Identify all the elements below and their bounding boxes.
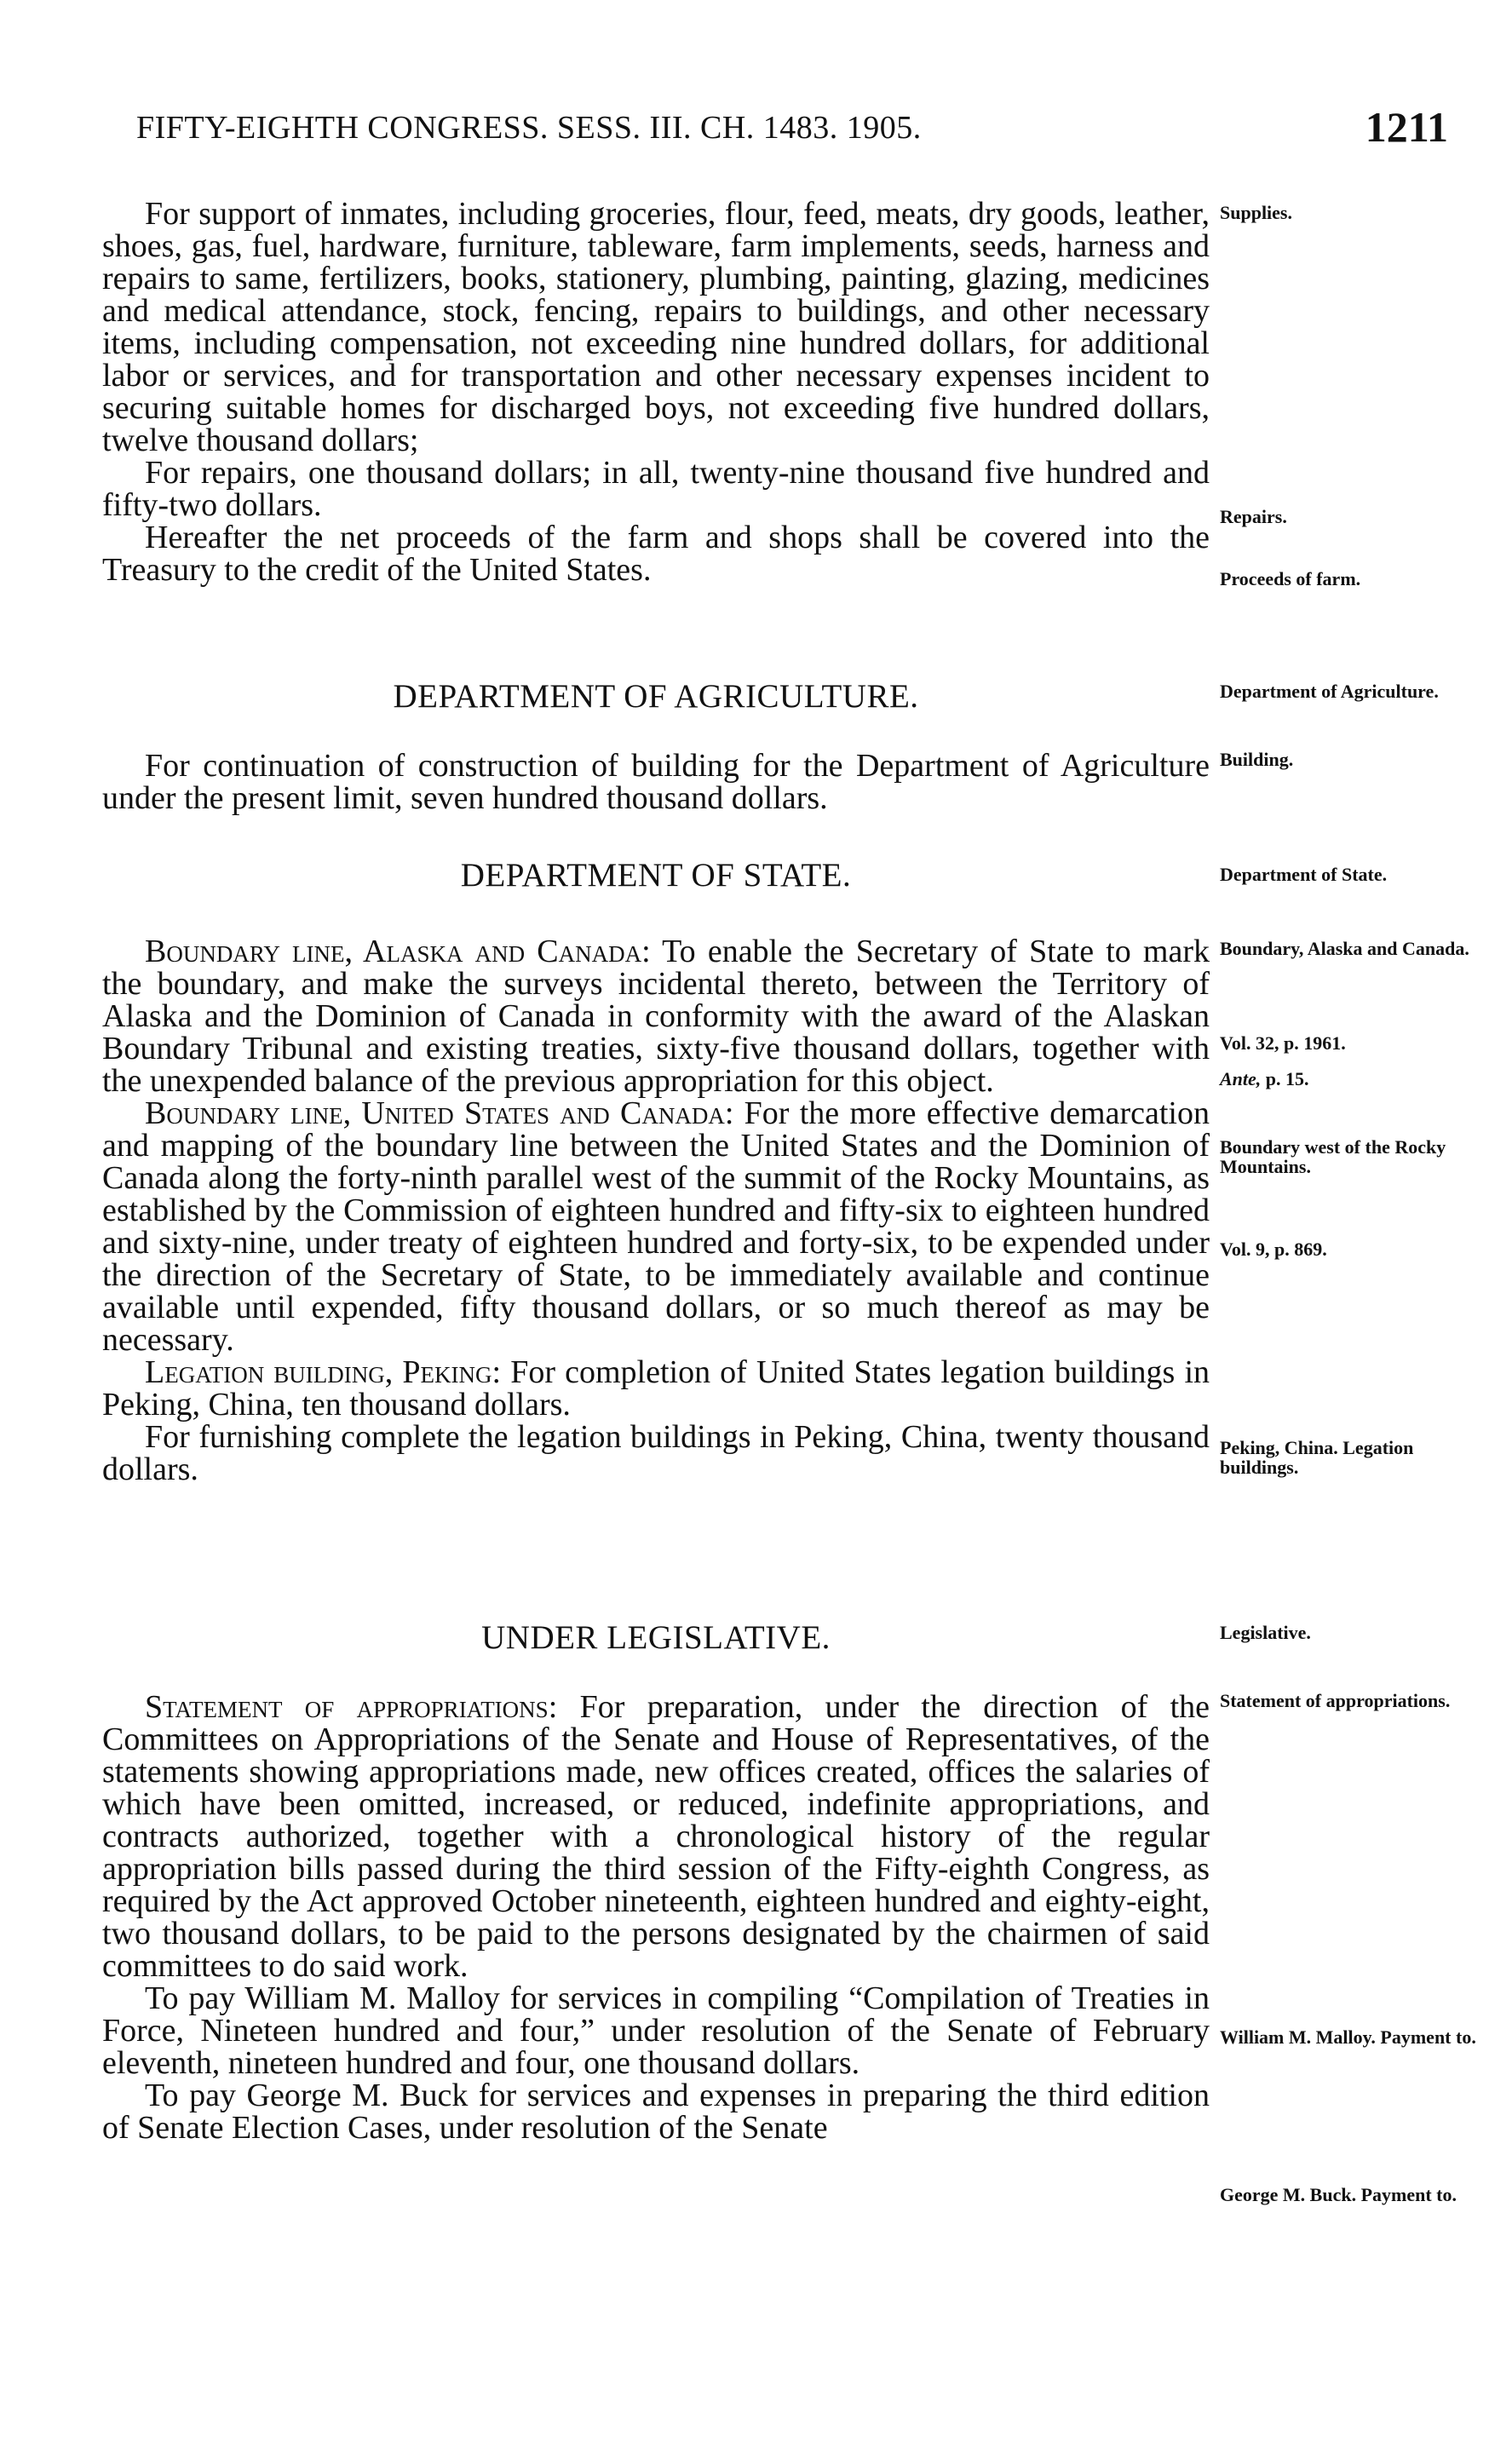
margin-note-statement: Statement of appropriations. [1220,1690,1451,1711]
paragraph-malloy: To pay William M. Malloy for services in compiling “Compilation of Treaties in Force, Nineteen hundred and four,” under resolution of the Senate of February eleventh, nineteen hundred and four, one thousand dollars. [102,1980,1210,2081]
lead-legation-building: Legation building, Peking: [145,1354,502,1390]
page-number: 1211 [1365,103,1448,151]
paragraph-agriculture-building: For continuation of construction of building for the Department of Agriculture under the present limit, seven hundred thousand dollars. [102,748,1210,816]
paragraph-proceeds: Hereafter the net proceeds of the farm and shops shall be covered into the Treasury to the credit of the United States. [102,520,1210,588]
header-title: FIFTY-EIGHTH CONGRESS. SESS. III. CH. 1483. 1905. [136,110,922,146]
paragraph-repairs: For repairs, one thousand dollars; in all, twenty-nine thousand five hundred and fifty-two dollars. [102,455,1210,523]
margin-note-supplies: Supplies. [1220,202,1292,223]
margin-note-malloy: William M. Malloy. Payment to. [1220,2026,1476,2048]
ante-page: p. 15. [1261,1068,1309,1089]
text-boundary-alaska: To enable the Secretary of State to mark the boundary, and make the surveys incidental thereto, between the Territory of Alaska and the Dominion of Canada in conformity with the award of the Alaskan Boundary Tribunal and existing treaties, sixty-five thousand dollars, together with the unexpended balance of the previous appropriation for this object. [102,934,1210,1099]
margin-note-proceeds: Proceeds of farm. [1220,568,1361,589]
lead-boundary-united-states: Boundary line, United States and Canada: [145,1095,734,1131]
paragraph-buck: To pay George M. Buck for services and expenses in preparing the third edition of Senate Election Cases, under resolution of the Senate [102,2078,1210,2146]
running-header [136,103,1448,160]
section-agriculture [102,750,1210,814]
margin-note-legislative: Legislative. [1220,1622,1311,1643]
margin-note-state: Department of State. [1220,864,1388,885]
text-statement-of-appropriations: For preparation, under the direction of the Committees on Appropriations of the Senate and House of Representatives, of the statements showing appropriations made, new offices created, offices the salaries of which have been omitted, increased, or reduced, indefinite appropriations, and contracts authorized, together with a chronological history of the regular appropriation bills passed during the third session of the Fifty-eighth Congress, as required by the Act approved October nineteenth, eighteen hundred and eighty-eight, two thousand dollars, to be paid to the persons designated by the chairmen of said committees to do said work. [102,1689,1210,1984]
margin-note-agriculture: Department of Agriculture. [1220,681,1439,702]
section-legislative [102,1691,1210,2144]
text-boundary-united-states: For the more effective demarcation and mapping of the boundary line between the United States and the Dominion of Canada along the forty-ninth parallel west of the summit of the Rocky Mountains, as established by the Commission of eighteen hundred and fifty-six to eighteen hundred and sixty-nine, under treaty of eighteen hundred and forty-six, to be expended under the direction of the Secretary of State, to be immediately available and continue available until expended, fifty thousand dollars, or so much thereof as may be necessary. [102,1095,1210,1358]
margin-note-alaska: Boundary, Alaska and Canada. [1220,938,1469,959]
paragraph-legation-building [102,1356,1210,1421]
text-legation-building: For completion of United States legation buildings in Peking, China, ten thousand dollars. [102,1354,1210,1423]
ante-italic: Ante, [1220,1068,1262,1089]
margin-note-vol-9: Vol. 9, p. 869. [1220,1239,1327,1260]
heading-under-legislative: UNDER LEGISLATIVE. [481,1619,831,1656]
margin-note-rocky-mountains: Boundary west of the Rocky Mountains. [1220,1136,1446,1178]
paragraph-statement-of-appropriations [102,1691,1210,1982]
section-state [102,935,1210,1486]
paragraph-boundary-alaska [102,935,1210,1097]
heading-department-of-state: DEPARTMENT OF STATE. [460,857,852,894]
margin-note-repairs: Repairs. [1220,506,1287,527]
paragraph-supplies: For support of inmates, including groceries, flour, feed, meats, dry goods, leather, shoes, gas, fuel, hardware, furniture, tableware, farm implements, seeds, harness and repairs to same, fertilizers, books, stationery, plumbing, painting, glazing, medicines and medical attendance, stock, fencing, repairs to buildings, and other necessary items, including compensation, not exceeding nine hundred dollars, for additional labor or services, and for transportation and other necessary expenses incident to securing suitable homes for discharged boys, not exceeding five hundred dollars, twelve thousand dollars; [102,196,1210,458]
lead-boundary-alaska: Boundary line, Alaska and Canada: [145,934,651,969]
section-support-of-inmates [102,198,1210,586]
paragraph-boundary-united-states [102,1097,1210,1356]
heading-department-of-agriculture: DEPARTMENT OF AGRICULTURE. [393,678,919,715]
margin-note-peking: Peking, China. Legation buildings. [1220,1437,1414,1479]
margin-note-vol-32: Vol. 32, p. 1961. [1220,1032,1346,1054]
paragraph-legation-furnishing: For furnishing complete the legation buildings in Peking, China, twenty thousand dollars. [102,1419,1210,1487]
margin-note-building: Building. [1220,749,1294,770]
margin-note-ante [1220,1069,1491,1089]
lead-statement-of-appropriations: Statement of appropriations: [145,1689,558,1725]
margin-note-buck: George M. Buck. Payment to. [1220,2184,1457,2205]
